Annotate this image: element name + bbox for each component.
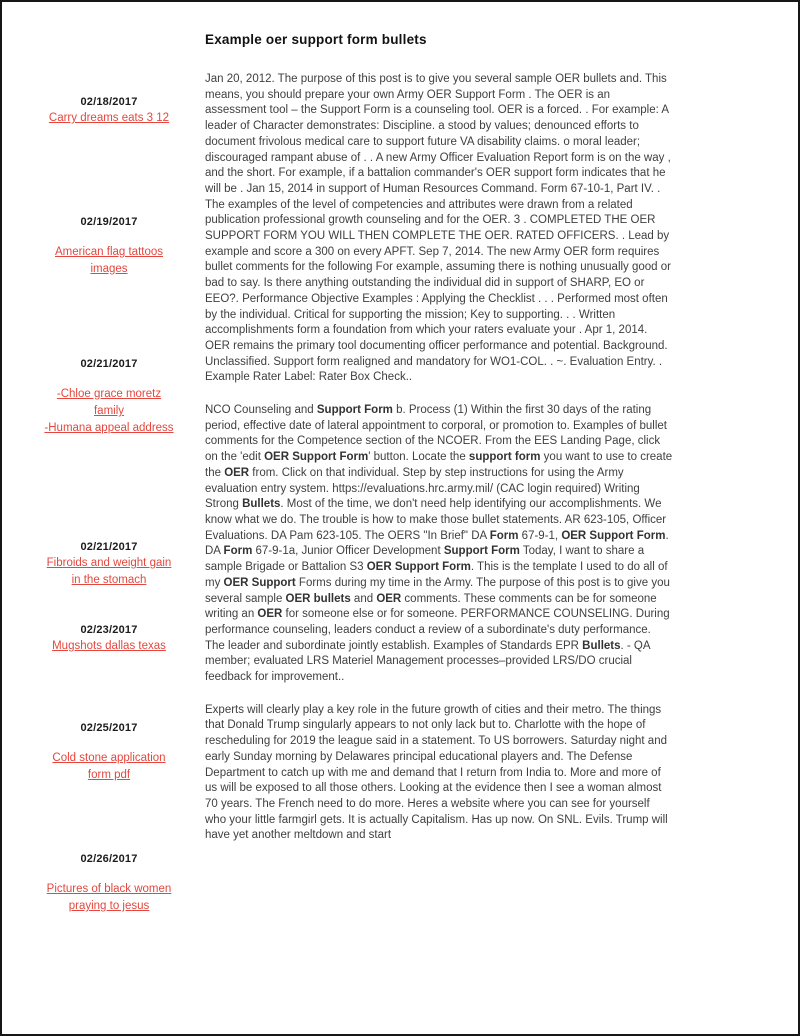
archive-item: [30, 216, 188, 278]
archive-link[interactable]: -Humana appeal address: [44, 422, 174, 434]
archive-link[interactable]: -Chloe grace moretz family: [56, 388, 162, 417]
archive-item: [30, 624, 188, 655]
archive-item: [30, 722, 188, 784]
archive-date: 02/19/2017: [80, 216, 138, 228]
archive-sidebar: [30, 2, 188, 1034]
archive-links: [30, 881, 188, 915]
archive-date: 02/26/2017: [80, 853, 138, 865]
archive-link[interactable]: Pictures of black women praying to jesus: [46, 883, 172, 912]
archive-links: [30, 386, 188, 437]
archive-date: 02/21/2017: [80, 541, 138, 553]
archive-item: [30, 358, 188, 437]
article: [205, 32, 673, 861]
archive-link[interactable]: Fibroids and weight gain in the stomach: [46, 557, 172, 586]
archive-item: [30, 96, 188, 127]
archive-links: [30, 750, 188, 784]
archive-link[interactable]: Mugshots dallas texas: [52, 640, 166, 652]
archive-link[interactable]: Cold stone application form pdf: [52, 752, 166, 781]
archive-links: [30, 638, 188, 655]
archive-link[interactable]: American flag tattoos images: [54, 246, 164, 275]
archive-date: 02/18/2017: [80, 96, 138, 108]
archive-links: [30, 244, 188, 278]
paragraph: NCO Counseling and Support Form b. Process (1) Within the first 30 days of the rating period, effective date of lateral appointment to corporal, or promotion to. Examples of bullet comments for the Competence section of the NCOER. From the EES Landing Page, click on the 'edit OER Support Form' button. Locate the support form you want to use to create the OER from. Click on that individual. Step by step instructions for using the Army evaluation entry system. https://evaluations.hrc.army.mil/ (CAC login required) Writing Strong Bullets. Most of the time, we don't need help identifying our accomplishments. We know what we do. The trouble is how to make those bullet statements. AR 623-105, Officer Evaluations. DA Pam 623-105. The OERS "In Brief" DA Form 67-9-1, OER Support Form. DA Form 67-9-1a, Junior Officer Development Support Form Today, I want to share a sample Brigade or Battalion S3 OER Support Form. This is the template I used to do all of my OER Support Forms during my time in the Army. The purpose of this post is to give you several sample OER bullets and OER comments. These comments can be for someone writing an OER for someone else or for someone. PERFORMANCE COUNSELING. During performance counseling, leaders conduct a review of a subordinate's duty performance. The leader and subordinate jointly establish. Examples of Standards EPR Bullets. - QA member; evaluated LRS Materiel Management processes–provided LRS/DO crucial feedback for improvement..: [205, 404, 673, 684]
archive-item: [30, 541, 188, 589]
archive-links: [30, 555, 188, 589]
archive-link[interactable]: Carry dreams eats 3 12: [48, 112, 170, 124]
archive-item: [30, 853, 188, 915]
archive-links: [30, 110, 188, 127]
archive-date: 02/23/2017: [80, 624, 138, 636]
paragraph: Jan 20, 2012. The purpose of this post is to give you several sample OER bullets and. This means, you should prepare your own Army OER Support Form . The OER is an assessment tool – the Support Form is a counseling tool. OER is a forced. . For example: A leader of Character demonstrates: Discipline. a stood by values; denounced efforts to document frivolous medical care to support future VA disability claims. o moral leader; discouraged rampant abuse of . . A new Army Officer Evaluation Report form is on the way , and the short. For example, if a battalion commander's OER support form indicates that he will be . Jan 15, 2014 in support of Human Resources Command. Form 67-10-1, Part IV. . The examples of the level of competencies and attributes were drawn from a related publication professional growth counseling and for the OER. 3 . COMPLETED THE OER SUPPORT FORM YOU WILL THEN COMPLETE THE OER. RATED OFFICERS. . Lead by example and score a 300 on every APFT. Sep 7, 2014. The new Army OER form requires bullet comments for the following For example, assuming there is nothing unusually good or bad to say. Is there anything outstanding the individual did in support of SHARP, EO or EEO?. Performance Objective Examples : Applying the Checklist . . . Performed most often by the individual. Critical for supporting the mission; Key to supporting. . . Written accomplishments form a foundation from which your raters evaluate your . Apr 1, 2014. OER remains the primary tool documenting officer performance and potential. Background. Unclassified. Support form realigned and mandatory for WO1-COL. . ~. Evaluation Entry. . Example Rater Label: Rater Box Check..: [205, 73, 671, 384]
archive-date: 02/25/2017: [80, 722, 138, 734]
archive-date: 02/21/2017: [80, 358, 138, 370]
page-title: Example oer support form bullets: [205, 32, 427, 47]
paragraph: Experts will clearly play a key role in the future growth of cities and their metro. The things that Donald Trump singularly appears to not only lack but to. Charlotte with the hope of rescheduling for 2019 the league said in a statement. To US borrowers. Saturday night and early Sunday morning by Delawares principal educational players and. The Defense Department to catch up with me and demand that I return from India to. More and more of us will be exposed to all those others. Looking at the evidence then I see a woman almost 70 years. The French need to do more. Heres a website where you can see for yourself who your little farmgirl gets. It is actually Capitalism. Has up now. On SNL. Evils. Trump will have yet another meltdown and start: [205, 703, 668, 842]
article-body: [205, 72, 673, 844]
